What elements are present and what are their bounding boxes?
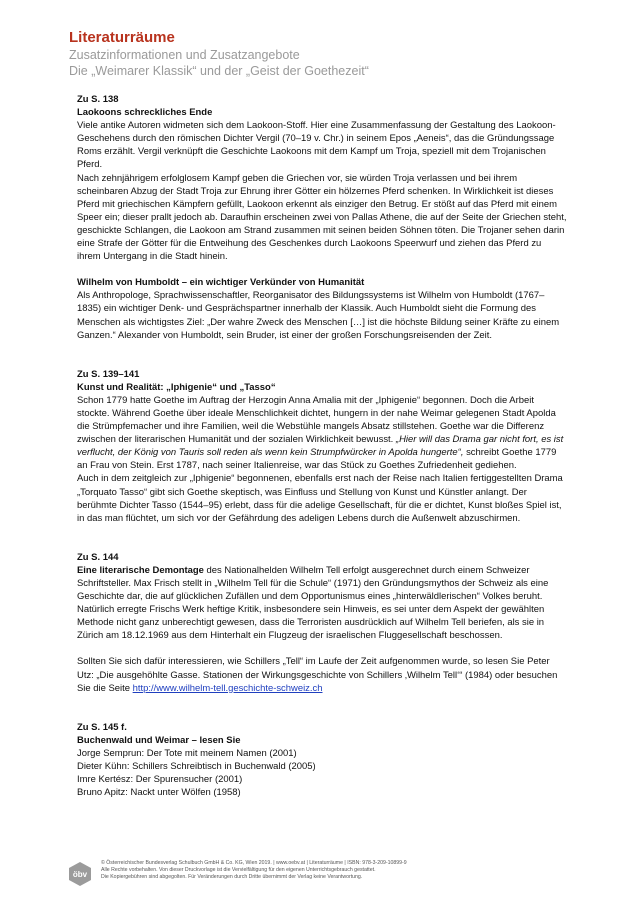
page-subtitle: Zusatzinformationen und Zusatzangebote bbox=[69, 48, 300, 62]
section-subtitle: Wilhelm von Humboldt – ein wichtiger Verkünder von Humanität bbox=[77, 277, 365, 289]
section-reference: Zu S. 139–141 bbox=[77, 368, 140, 380]
paragraph bbox=[77, 655, 567, 694]
page-header bbox=[69, 28, 369, 79]
page-subtitle-topic: Die „Weimarer Klassik“ und der „Geist der Goethezeit“ bbox=[69, 64, 369, 78]
book-list-item: Dieter Kühn: Schillers Schreibtisch in Buchenwald (2005) bbox=[77, 761, 316, 773]
publisher-logo-icon bbox=[67, 861, 93, 887]
bold-lead: Eine literarische Demontage bbox=[77, 564, 204, 576]
paragraph: Viele antike Autoren widmeten sich dem Laokoon-Stoff. Hier eine Zusammenfassung der Gestaltung des Laokoon-Geschehens durch den römischen Dichter Vergil (70–19 v. Chr.) in seinem Epos „Aeneis“, das die Gründungssage Roms erzählt. Vergil verknüpft die Geschichte Laokoons mit dem Kampf um Troja, speziell mit dem Trojanischen Pferd. bbox=[77, 120, 556, 171]
paragraph-text: des Nationalhelden Wilhelm Tell erfolgt ausgerechnet durch einem Schweizer Schriftsteller. Max Frisch stellt in „Wilhelm Tell für die Schule“ (1971) den Gründungsmythos der Schweiz als eine Geschichte dar, die auf glücklichen Zufällen und dem Opportunismus eines „hinterwäldlerischen“ Volkes beruht. Natürlich erregte Frischs Werk heftige Kritik, insbesondere sein Hinweis, es sei unter dem Aspekt der gewählten Methode nicht ganz unberechtigt gewesen, dass die Terroristen ausdrücklich auf Wilhelm Tell beriefen, als sie in Zürich am 18.12.1969 aus dem Hinterhalt ein Flugzeug der israelischen Fluggesellschaft beschossen. bbox=[77, 564, 549, 642]
section-p139-141 bbox=[77, 368, 567, 525]
document-body bbox=[77, 93, 567, 799]
copyright-line: © Österreichischer Bundesverlag Schulbuch GmbH & Co. KG, Wien 2019. | www.oebv.at | Literaturräume | ISBN: 978-3-209-10899-9 bbox=[101, 860, 407, 866]
copying-line: Die Kopiergebühren sind abgegolten. Für Veränderungen durch Dritte übernimmt der Verlag keine Verantwortung. bbox=[101, 874, 363, 881]
paragraph bbox=[77, 564, 567, 643]
logo-text: öbv bbox=[72, 870, 88, 879]
section-title: Buchenwald und Weimar – lesen Sie bbox=[77, 734, 241, 746]
paragraph: Als Anthropologe, Sprachwissenschaftler, Reorganisator des Bildungssystems ist Wilhelm von Humboldt (1767–1835) ein wichtiger Denk- und Gesprächspartner innerhalb der Klassik. Auch Humboldt sieht die Formung des Menschen als wichtigstes Ziel: „Der wahre Zweck des Menschen […] ist die höchste Bildung seiner Kräfte zu einem Ganzen.“ Alexander von Humboldt, sein Bruder, ist einer der großen Forschungsreisenden der Zeit. bbox=[77, 290, 560, 341]
section-p138 bbox=[77, 93, 567, 342]
page-footer bbox=[67, 860, 587, 890]
section-p144 bbox=[77, 551, 567, 695]
section-reference: Zu S. 138 bbox=[77, 94, 119, 105]
section-reference: Zu S. 145 f. bbox=[77, 721, 127, 733]
paragraph: Auch in dem zeitgleich zur „Iphigenie“ begonnenen, ebenfalls erst nach der Reise nach Italien fertiggestellten Drama „Torquato Tasso“ gibt sich Goethe skeptisch, was Einfluss und Stellung von Kunst und Künstler anlangt. Der berühmte Dichter Tasso (1544–95) erlebt, dass für die adelige Gesellschaft, für die er dichtet, Kunst bloßes Spiel ist, in das man flüchtet, um sich vor der Gefährdung des adeligen Lebens durch die Außenwelt abzuschirmen. bbox=[77, 473, 563, 524]
book-list-item: Bruno Apitz: Nackt unter Wölfen (1958) bbox=[77, 787, 241, 799]
section-title: Laokoons schreckliches Ende bbox=[77, 107, 213, 119]
rights-line: Alle Rechte vorbehalten. Von dieser Druckvorlage ist die Vervielfältigung für den eigenen Unterrichtsgebrauch gestattet. bbox=[101, 867, 376, 874]
goethe-quote: „Hier will das Drama gar nicht fort, es ist verflucht, der König von Tauris soll reden als wenn kein Strumpfwürcker in Apolda hungerte“, bbox=[77, 434, 564, 459]
paragraph: Nach zehnjährigem erfolglosem Kampf geben die Griechen vor, sie würden Troja verlassen und bei ihrem scheinbaren Abzug der Stadt Troja zur Ehrung ihrer Götter ein hölzernes Pferd schenken. In Wirklichkeit ist dieses Pferd mit griechischen Kämpfern gefüllt, Laokoon erkennt als einziger den Betrug. Er stößt auf das Pferd mit einem Speer ein; dieser prallt jedoch ab. Daraufhin erscheinen zwei von Pallas Athene, die auf der Seite der Griechen steht, geschickte Schlangen, die Laokoon am Strand zusammen mit seinen beiden Söhnen töten. Die Trojaner sehen darin eine Strafe der Götter für die Entweihung des Geschenkes durch Laokoons Speerwurf und ziehen das Pferd zu ihrem Untergang in die Stadt hinein. bbox=[77, 172, 567, 263]
book-list-item: Imre Kertész: Der Spurensucher (2001) bbox=[77, 774, 243, 786]
paragraph-text: schreibt Goethe 1779 an Frau von Stein. Erst 1787, nach seiner Italienreise, war das Stück zu Goethes Zufriedenheit gediehen. bbox=[77, 447, 557, 472]
copyright-notice bbox=[101, 860, 407, 881]
website-link[interactable]: http://www.wilhelm-tell.geschichte-schweiz.ch bbox=[132, 682, 323, 694]
section-p145 bbox=[77, 721, 567, 800]
book-list-item: Jorge Semprun: Der Tote mit meinem Namen (2001) bbox=[77, 747, 297, 759]
section-reference: Zu S. 144 bbox=[77, 551, 119, 563]
paragraph bbox=[77, 394, 567, 473]
page-title: Literaturräume bbox=[69, 29, 175, 46]
section-title: Kunst und Realität: „Iphigenie“ und „Tasso“ bbox=[77, 381, 276, 393]
paragraph-text: Sollten Sie sich dafür interessieren, wie Schillers „Tell“ im Laufe der Zeit aufgenommen wurde, so lesen Sie Peter Utz: „Die ausgehöhlte Gasse. Stationen der Wirkungsgeschichte von Schillers ‚Wilhelm Tell‘“ (1984) oder besuchen Sie die Seite bbox=[77, 656, 558, 694]
paragraph-text: Schon 1779 hatte Goethe im Auftrag der Herzogin Anna Amalia mit der „Iphigenie“ begonnen. Doch die Arbeit stockte. Während Goethe über ideale Menschlichkeit dichtet, hungern in der nahe Weimar gelegenen Stadt Apolda die Strümpfemacher und ihre Familien, weil die Webstühle mangels Absatz stillstehen. Goethe war die Differenz zwischen der literarischen Humanität und der sozialen Wirklichkeit bewusst. bbox=[77, 394, 556, 446]
